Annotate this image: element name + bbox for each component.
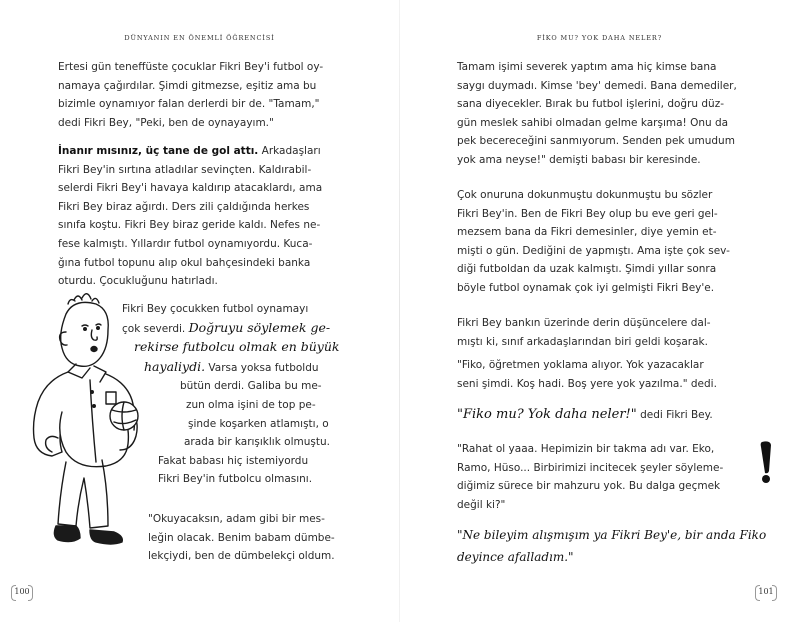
right-paragraph-5 [457,406,713,425]
text-line: bütün derdi. Galiba bu me- [180,380,322,393]
text-line: namaya çağırdılar. Şimdi gitmezse, eşitiz ama bu [58,79,317,92]
handwritten-line: "Ne bileyim alışmışım ya Fikri Bey'e, bir anda Fiko [457,528,767,542]
text-line: "Rahat ol yaaa. Hepimizin bir takma adı var. Eko, [457,443,715,455]
page-number: 100 [11,583,33,601]
right-paragraph-7 [457,524,766,568]
text-line: sana diyecekler. Bırak bu futbol işlerini, doğru düz- [457,98,724,111]
text-line: leğin olacak. Benim babam dümbe- [148,531,335,544]
text-line [122,338,340,358]
text-line: Fikri Bey çocukken futbol oynamayı [122,303,309,315]
text-line: lekçiydi, ben de dümbelekçi oldum. [148,550,335,563]
text-line: seni şimdi. Koş hadi. Boş yere yok yazılma." dedi. [457,377,717,390]
text-line: fese kalmıştı. Yıllardır futbol oynamıyordu. Kuca- [58,237,313,250]
right-page [400,0,799,622]
text-line: Fikri Bey'in sırtına atladılar sevinçten. Kaldırabil- [58,163,312,176]
text-line: gün meslek sahibi olmadan gelme karşıma! Onu da [457,116,729,129]
text-line: arada bir karışıklık olmuştu. [184,436,330,449]
text-line: saygı duymadı. Kimse 'bey' demedi. Bana demediler, [457,79,737,92]
text-line: böyle futbol oynamak çok iyi gelmişti Fikri Bey'e. [457,281,715,294]
right-paragraph-6 [457,440,723,514]
text-line: "Fiko, öğretmen yoklama alıyor. Yok yazacaklar [457,359,704,371]
handwritten-emphasis: hayaliydi. [144,358,206,374]
text-line: Fikri Bey biraz ağırdı. Ders zili çaldığında herkes [58,200,310,213]
text-line: "Okuyacaksın, adam gibi bir mes- [148,513,325,525]
text-line: zun olma işini de top pe- [186,398,316,411]
exclamation-doodle-icon [756,440,776,484]
handwritten-line: deyince afalladım." [457,550,574,564]
text-line: pek becereceğini sanmıyorum. Senden pek umudum [457,135,735,148]
text-line: oturdu. Çocukluğunu hatırladı. [58,275,218,288]
right-paragraph-1 [457,58,737,170]
text-line: mişti o gün. Dediğini de yapmıştı. Ama işte çok sev- [457,244,730,257]
text-line: hayaliydi. Varsa yoksa futboldu [144,358,319,374]
text-line: diği futboldan da uzak kalmıştı. Şimdi yıllar sonra [457,263,717,276]
text-line: Tamam işimi severek yaptım ama hiç kimse bana [457,61,717,73]
text-line: Fakat babası hiç istemiyordu [158,454,309,467]
text-line: İnanır mısınız, üç tane de gol attı. Arkadaşları [58,145,321,157]
handwritten-emphasis: rekirse futbolcu olmak en büyük [134,339,340,355]
text-line: ğına futbol topunu alıp okul bahçesindeki banka [58,256,311,269]
text-line: dedi Fikri Bey, "Peki, ben de oynayayım." [58,116,274,129]
text-line: selerdi Fikri Bey'i havaya kaldırıp atacaklardı, ama [58,182,323,195]
text-line: bizimle oynamıyor falan derlerdi bir de. "Tamam," [58,98,320,111]
handwritten-emphasis: Doğruyu söylemek ge- [188,319,331,335]
text-line: Ertesi gün teneffüste çocuklar Fikri Bey'i futbol oy- [58,61,324,73]
text-line: yok ama neyse!" demişti babası bir keresinde. [457,153,701,166]
left-running-header: DÜNYANIN EN ÖNEMLİ ÖĞRENCİSİ [124,34,275,42]
text-line: sınıfa koştu. Fikri Bey biraz geride kaldı. Nefes ne- [58,219,321,232]
right-paragraph-4 [457,356,717,393]
handwritten-emphasis: "Fiko mu? Yok daha neler!" [457,407,637,422]
text-line: Fikri Bey'in futbolcu olmasını. [158,473,313,486]
page-number: 101 [755,583,777,601]
handwritten-emphasis: İnanır mısınız, üç tane de gol attı. [58,145,259,157]
right-paragraph-2 [457,186,730,298]
left-paragraph-1 [58,58,323,132]
text-line: çok severdi. Doğruyu söylemek ge- [122,319,331,335]
text-line: Fikri Bey'in. Ben de Fikri Bey olup bu eve geri gel- [457,207,718,220]
text-line: Ramo, Hüso... Birbirimizi incitecek şeyler söyleme- [457,461,724,474]
text-line: diğimiz sürece bir mahzuru yok. Bu dalga geçmek [457,480,721,493]
text-line: Çok onuruna dokunmuştu dokunmuştu bu sözler [457,189,713,201]
text-line: mıştı ki, sınıf arkadaşlarından biri geldi koşarak. [457,335,708,348]
text-line: şinde koşarken atlamıştı, o [188,417,329,430]
left-paragraph-3 [122,300,340,489]
left-page [0,0,399,622]
right-paragraph-3 [457,314,711,351]
text-line: değil ki?" [457,498,506,511]
right-running-header: FİKO MU? YOK DAHA NELER? [536,34,663,42]
text-line: Fikri Bey bankın üzerinde derin düşüncelere dal- [457,317,711,329]
left-paragraph-2 [58,142,322,291]
text-line: "Fiko mu? Yok daha neler!" dedi Fikri Bey. [457,407,713,422]
left-paragraph-4 [148,510,335,566]
text-line: mezsem bana da Fikri demesinler, diye yemin et- [457,226,717,239]
